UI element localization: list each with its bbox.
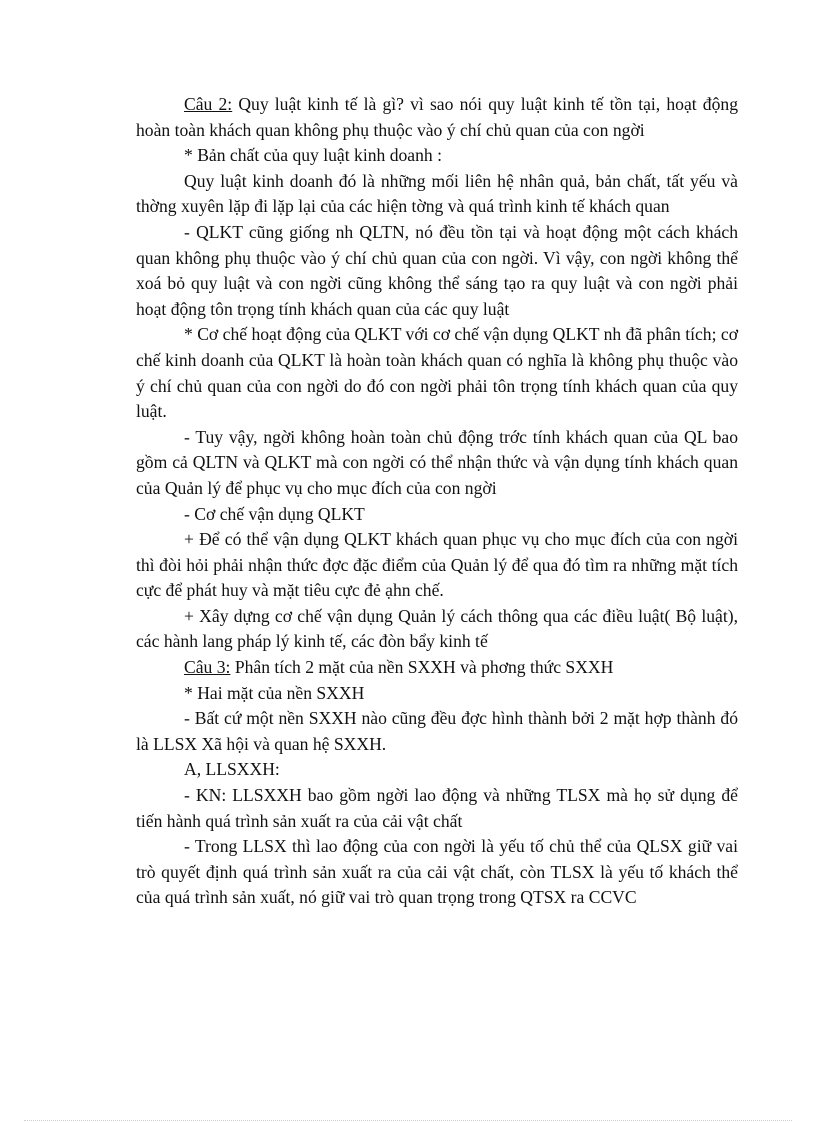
paragraph: - Cơ chế vận dụng QLKT xyxy=(184,503,365,524)
paragraph: + Để có thể vận dụng QLKT khách quan phục vụ cho mục đích của con ngời thì đòi hỏi phải nhận thức đợc đặc điểm của Quản lý để qua đó tìm ra những mặt tích cực để phát huy và mặt tiêu cực đẻ ạhn chế. xyxy=(136,529,738,601)
question-2-label: Câu 2: xyxy=(184,94,233,114)
paragraph: * Hai mặt của nền SXXH xyxy=(184,682,365,703)
paragraph: * Cơ chế hoạt động của QLKT với cơ chế vận dụng QLKT nh đã phân tích; cơ chế kinh doanh của QLKT là hoàn toàn khách quan có nghĩa là không phụ thuộc vào ý chí chủ quan của con ngời do đó con ngời phải tôn trọng tính khách quan của quy luật. xyxy=(136,324,738,422)
paragraph: A, LLSXXH: xyxy=(184,759,280,780)
page-bottom-divider xyxy=(24,1120,792,1121)
document-page xyxy=(136,92,738,911)
paragraph: + Xây dựng cơ chế vận dụng Quản lý cách thông qua các điều luật( Bộ luật), các hành lang pháp lý kinh tế, các đòn bẩy kinh tế xyxy=(136,605,738,652)
paragraph: - Tuy vậy, ngời không hoàn toàn chủ động trớc tính khách quan của QL bao gồm cả QLTN và QLKT mà con ngời có thể nhận thức và vận dụng tính khách quan của Quản lý để phục vụ cho mục đích của con ngời xyxy=(136,426,738,498)
paragraph: - Trong LLSX thì lao động của con ngời là yếu tố chủ thể của QLSX giữ vai trò quyết định quá trình sản xuất ra của cải vật chất, còn TLSX là yếu tố khách thể của quá trình sản xuất, nó giữ vai trò quan trọng trong QTSX ra CCVC xyxy=(136,836,738,908)
question-2-heading: Câu 2: Quy luật kinh tế là gì? vì sao nói quy luật kinh tế tồn tại, hoạt động hoàn toàn khách quan không phụ thuộc vào ý chí chủ quan của con ngời xyxy=(136,94,738,140)
question-3-label: Câu 3: xyxy=(184,657,231,678)
question-3-heading: Câu 3: Phân tích 2 mặt của nền SXXH và phơng thức SXXH xyxy=(184,657,614,678)
paragraph: - Bất cứ một nền SXXH nào cũng đều đợc hình thành bởi 2 mặt hợp thành đó là LLSX Xã hội và quan hệ SXXH. xyxy=(136,708,738,754)
paragraph: Quy luật kinh doanh đó là những mối liên hệ nhân quả, bản chất, tất yếu và thờng xuyên lặp đi lặp lại của các hiện tờng và quá trình kinh tế khách quan xyxy=(136,170,738,217)
paragraph: - KN: LLSXXH bao gồm ngời lao động và những TLSX mà họ sử dụng để tiến hành quá trình sản xuất ra của cải vật chất xyxy=(136,785,738,831)
paragraph: - QLKT cũng giống nh QLTN, nó đều tồn tại và hoạt động một cách khách quan không phụ thuộc vào ý chí chủ quan của con ngời. Vì vậy, con ngời không thể xoá bỏ quy luật và con ngời cũng không thể sáng tạo ra quy luật và con ngời phải hoạt động tôn trọng tính khách quan của các quy luật xyxy=(136,221,738,319)
paragraph: * Bản chất của quy luật kinh doanh : xyxy=(184,145,442,166)
